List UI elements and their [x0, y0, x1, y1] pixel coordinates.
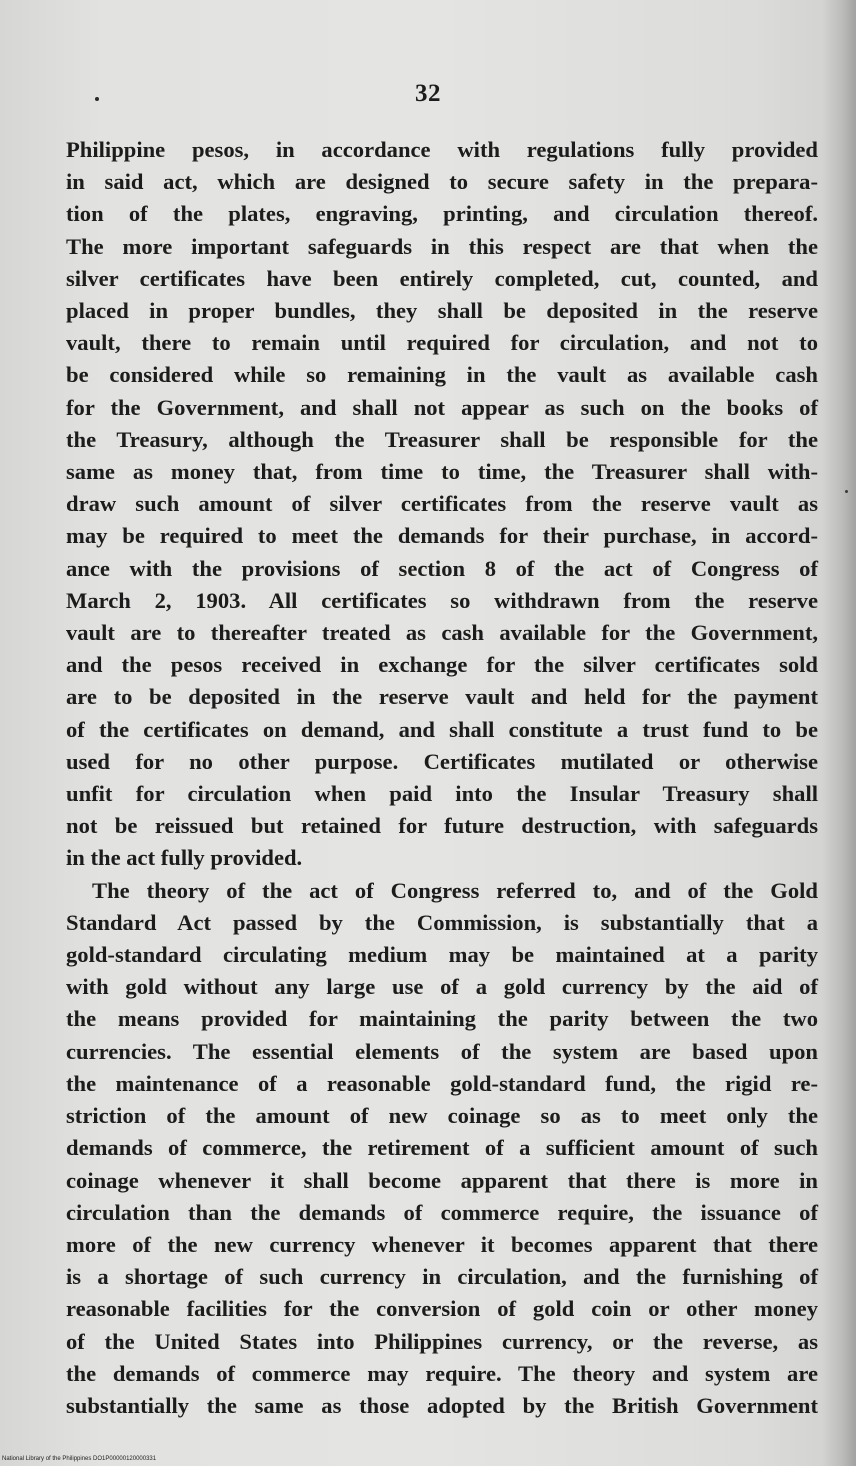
- ink-speck: [845, 490, 848, 493]
- text-line: vault, there to remain until required for circulation, and not to: [66, 330, 818, 356]
- text-line: ance with the provisions of section 8 of the act of Congress of: [66, 555, 818, 581]
- text-line: for the Government, and shall not appear as such on the books of: [66, 394, 818, 420]
- text-line: be considered while so remaining in the vault as available cash: [66, 362, 818, 388]
- text-line: placed in proper bundles, they shall be deposited in the reserve: [66, 298, 818, 324]
- paragraph: [66, 875, 818, 1422]
- text-line: of the certificates on demand, and shall constitute a trust fund to be: [66, 716, 818, 742]
- text-line: reasonable facilities for the conversion of gold coin or other money: [66, 1296, 818, 1322]
- text-line: The more important safeguards in this respect are that when the: [66, 233, 818, 259]
- text-line: March 2, 1903. All certificates so withdrawn from the reserve: [66, 587, 818, 613]
- text-line: the means provided for maintaining the parity between the two: [66, 1006, 818, 1032]
- text-line: substantially the same as those adopted by the British Government: [66, 1392, 818, 1418]
- text-line: tion of the plates, engraving, printing, and circulation thereof.: [66, 201, 818, 227]
- text-line: The theory of the act of Congress referred to, and of the Gold: [92, 877, 818, 903]
- text-line: striction of the amount of new coinage so as to meet only the: [66, 1103, 818, 1129]
- text-line: with gold without any large use of a gold currency by the aid of: [66, 974, 818, 1000]
- text-line: more of the new currency whenever it becomes apparent that there: [66, 1231, 818, 1257]
- text-line: coinage whenever it shall become apparent that there is more in: [66, 1167, 818, 1193]
- text-line: unfit for circulation when paid into the Insular Treasury shall: [66, 781, 818, 807]
- text-line: gold-standard circulating medium may be maintained at a parity: [66, 942, 818, 968]
- body-text: [66, 134, 818, 1422]
- text-line: in said act, which are designed to secure safety in the prepara-: [66, 169, 818, 195]
- footer-source-label: National Library of the Philippines DO1P00000120000331: [2, 1456, 157, 1462]
- text-line: Philippine pesos, in accordance with regulations fully provided: [66, 137, 818, 162]
- text-line: are to be deposited in the reserve vault and held for the payment: [66, 684, 818, 710]
- text-line: currencies. The essential elements of the system are based upon: [66, 1038, 818, 1064]
- text-line: silver certificates have been entirely completed, cut, counted, and: [66, 265, 818, 291]
- text-line: circulation than the demands of commerce require, the issuance of: [66, 1199, 818, 1225]
- text-line: same as money that, from time to time, the Treasurer shall with-: [66, 459, 818, 485]
- text-line: the maintenance of a reasonable gold-standard fund, the rigid re-: [66, 1070, 818, 1096]
- text-line: demands of commerce, the retirement of a sufficient amount of such: [66, 1135, 818, 1161]
- text-line: Standard Act passed by the Commission, is substantially that a: [66, 909, 818, 935]
- text-line: is a shortage of such currency in circulation, and the furnishing of: [66, 1264, 818, 1290]
- text-line: in the act fully provided.: [66, 845, 303, 871]
- text-line: not be reissued but retained for future destruction, with safeguards: [66, 813, 818, 839]
- page-number: 32: [415, 80, 441, 107]
- page-edge-shadow: [822, 0, 856, 1466]
- text-line: used for no other purpose. Certificates mutilated or otherwise: [66, 748, 818, 774]
- text-line: draw such amount of silver certificates from the reserve vault as: [66, 491, 818, 517]
- text-line: and the pesos received in exchange for the silver certificates sold: [66, 652, 818, 678]
- text-line: of the United States into Philippines currency, or the reverse, as: [66, 1328, 818, 1354]
- text-line: the Treasury, although the Treasurer shall be responsible for the: [66, 426, 818, 452]
- paragraph: [66, 134, 818, 875]
- text-line: the demands of commerce may require. The theory and system are: [66, 1360, 818, 1386]
- text-line: may be required to meet the demands for their purchase, in accord-: [66, 523, 818, 549]
- text-line: vault are to thereafter treated as cash available for the Government,: [66, 620, 818, 646]
